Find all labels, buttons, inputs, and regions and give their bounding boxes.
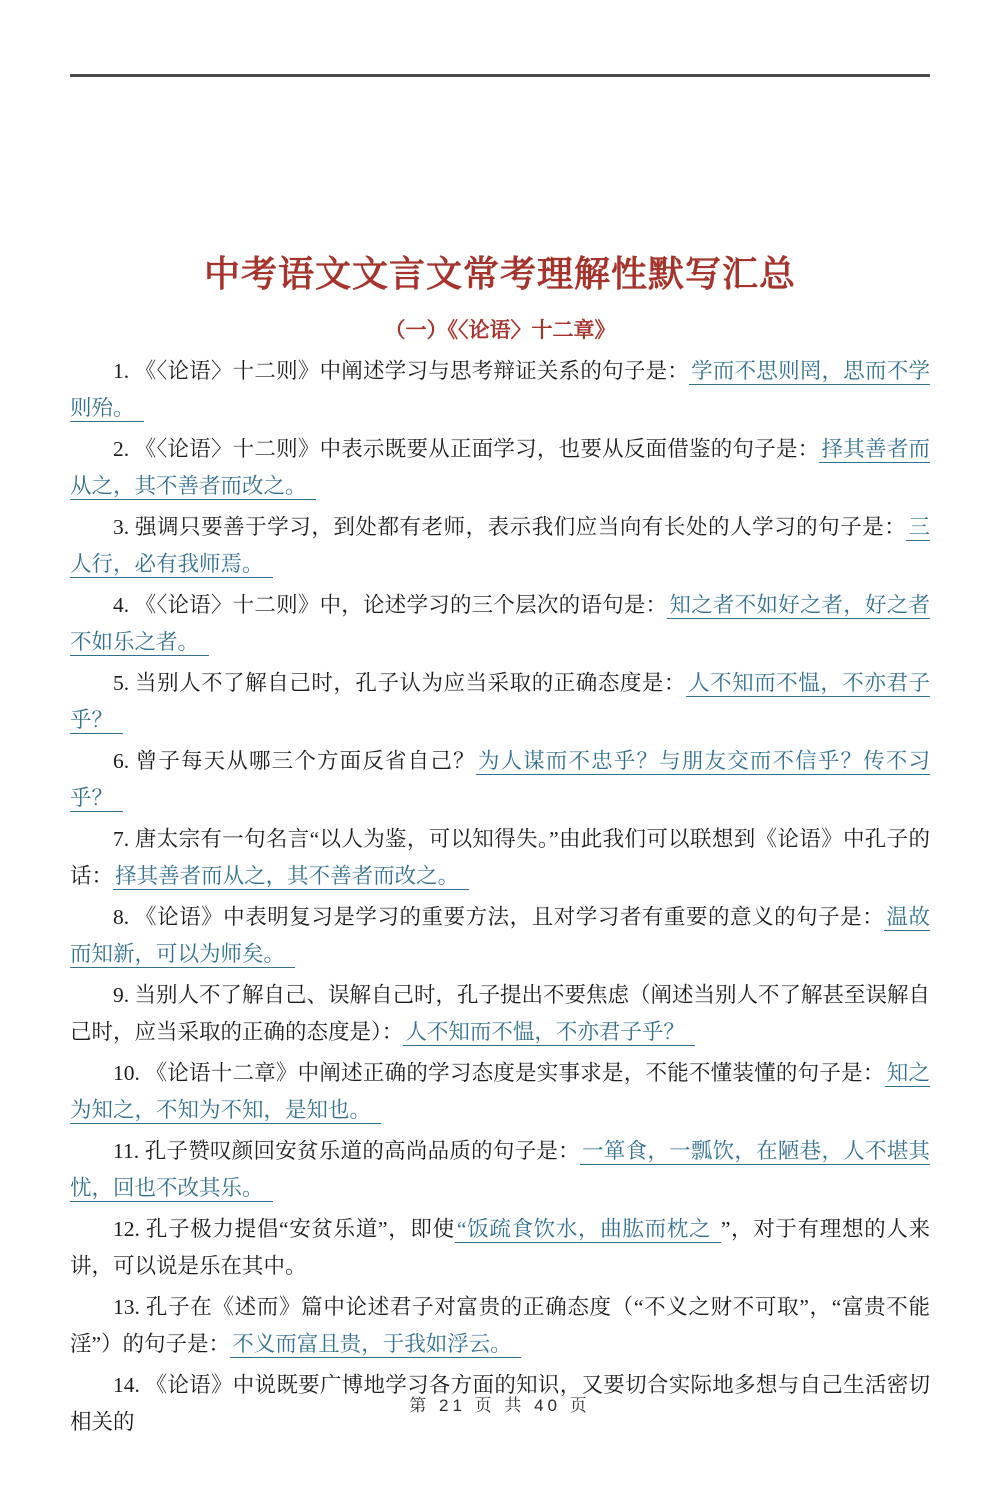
- question-text: 8. 《论语》中表明复习是学习的重要方法，且对学习者有重要的意义的句子是：: [113, 905, 885, 930]
- answer-text: 温故而知新，可以为师矣。: [70, 905, 930, 967]
- question-item: [70, 821, 930, 895]
- page-title: 中考语文文言文常考理解性默写汇总: [203, 254, 796, 294]
- question-text: 5. 当别人不了解自己时，孔子认为应当采取的正确态度是：: [113, 671, 686, 696]
- question-item: [70, 1289, 930, 1363]
- answer-text: 一箪食，一瓢饮，在陋巷，人不堪其忧，回也不改其乐。: [70, 1139, 930, 1201]
- question-text: 13. 孔子在《述而》篇中论述君子对富贵的正确态度（“不义之财不可取”，“富贵不能淫”）的句子是：: [70, 1295, 930, 1357]
- question-item: [70, 1211, 930, 1285]
- answer-text: 为人谋而不忠乎？与朋友交而不信乎？传不习乎？: [70, 749, 930, 811]
- question-item: [70, 743, 930, 817]
- question-item: [70, 431, 930, 505]
- question-item: [70, 1055, 930, 1129]
- section-subtitle: （一）《〈论语〉十二章》: [384, 318, 616, 343]
- document-page: [0, 74, 1000, 1441]
- page-number: 第 21 页 共 40 页: [409, 1396, 591, 1415]
- question-text: 10. 《论语十二章》中阐述正确的学习态度是实事求是，不能不懂装懂的句子是：: [113, 1061, 885, 1086]
- question-item: [70, 665, 930, 739]
- question-item: [70, 509, 930, 583]
- question-text: 1. 《〈论语〉十二则》中阐述学习与思考辩证关系的句子是：: [113, 359, 690, 384]
- question-text: 4. 《〈论语〉十二则》中，论述学习的三个层次的语句是：: [113, 593, 668, 618]
- answer-text: 人不知而不愠，不亦君子乎？: [70, 671, 930, 733]
- answer-text: 学而不思则罔，思而不学则殆。: [70, 359, 930, 421]
- answer-text: 三人行，必有我师焉。: [70, 515, 930, 577]
- question-text: 2. 《〈论语〉十二则》中表示既要从正面学习，也要从反面借鉴的句子是：: [113, 437, 820, 462]
- question-text: 3. 强调只要善于学习，到处都有老师，表示我们应当向有长处的人学习的句子是：: [113, 515, 907, 540]
- question-text: 6. 曾子每天从哪三个方面反省自己？: [113, 749, 476, 774]
- question-text: 9. 当别人不了解自己、误解自己时，孔子提出不要焦虑（阐述当别人不了解甚至误解自己时，应当采取的正确的态度是）：: [70, 983, 931, 1045]
- question-list: [70, 353, 930, 1441]
- question-text: 11. 孔子赞叹颜回安贫乐道的高尚品质的句子是：: [113, 1139, 580, 1164]
- answer-text: 择其善者而从之，其不善者而改之。: [113, 864, 469, 890]
- answer-text: 知之为知之，不知为不知，是知也。: [70, 1061, 930, 1123]
- question-text: ”，对于有理想的人来讲，可以说是乐在其中。: [70, 1217, 930, 1279]
- question-text: 14. 《论语》中说既要广博地学习各方面的知识，又要切合实际地多想与自己生活密切相关的: [70, 1373, 930, 1435]
- answer-text: 知之者不如好之者，好之者不如乐之者。: [70, 593, 930, 655]
- question-item: [70, 1133, 930, 1207]
- answer-text: 择其善者而从之，其不善者而改之。: [70, 437, 930, 499]
- answer-text: “饭疏食饮水，曲肱而枕之: [455, 1217, 721, 1243]
- answer-text: 人不知而不愠，不亦君子乎？: [403, 1020, 694, 1046]
- header-rule: [70, 74, 930, 77]
- answer-text: 不义而富且贵，于我如浮云。: [230, 1332, 521, 1358]
- question-text: 12. 孔子极力提倡“安贫乐道”，即使: [113, 1217, 455, 1242]
- question-item: [70, 353, 930, 427]
- question-item: [70, 977, 930, 1051]
- question-item: [70, 587, 930, 661]
- question-text: 7. 唐太宗有一句名言“以人为鉴，可以知得失。”由此我们可以联想到《论语》中孔子的话：: [70, 827, 930, 889]
- question-item: [70, 899, 930, 973]
